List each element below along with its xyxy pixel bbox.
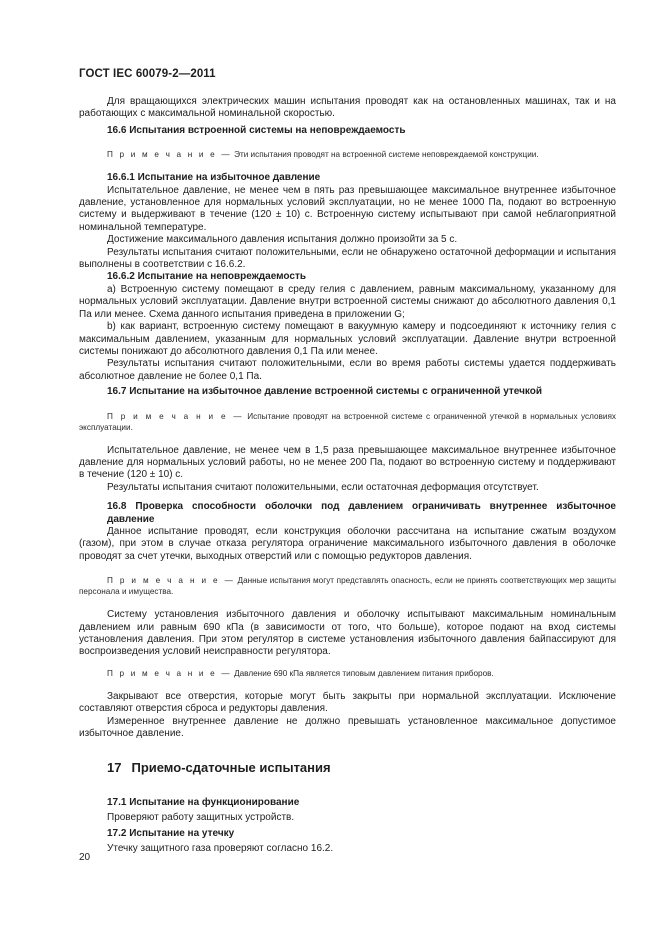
paragraph-16-6-1-c: Результаты испытания считают положительными, если не обнаружено остаточной деформации и испытания выполнены в соответствии с 16.6.2. — [79, 246, 616, 271]
heading-17-2: 17.2 Испытание на утечку — [107, 827, 235, 839]
paragraph-16-7-a: Испытательное давление, не менее чем в 1,5 раза превышающее максимальное внутреннее избыточное давление для нормальных условий работы, но не менее 200 Па, подают во встроенную систему и поддерживают в течение (120 ± 10) с. — [79, 444, 616, 481]
note-text: Испытание проводят на встроенной системе с ограниченной утечкой в нормальных условиях эксплуатации. — [79, 411, 617, 432]
paragraph-16-7-b: Результаты испытания считают положительными, если остаточная деформация отсутствует. — [107, 481, 539, 493]
list-item-a: a) Встроенную систему помещают в среду гелия с давлением, равным максимальному, указанному для нормальных условий эксплуатации. Давление внутри встроенной системы снижают до абсолютного давления 0,1 Па или менее. Схема данного испытания приведена в приложении G; — [79, 283, 616, 320]
paragraph-16-8-b: Систему установления избыточного давления и оболочку испытывают максимальным номинальным давлением или равным 690 кПа (в зависимости от того, что больше), которое подают на вход системы установления давления. При этом регулятор в системе установления избыточного давления байпассируют для воспроизведения условий неисправности регулятора. — [79, 609, 616, 658]
note-16-6 — [79, 149, 616, 160]
note-16-8-b — [79, 668, 616, 679]
list-item-b: b) как вариант, встроенную систему помещают в вакуумную камеру и подсоединяют к источнику гелия с максимальным давлением, указанным для нормальных условий эксплуатации. Давление внутри встроенной системы понижают до абсолютного давления 0,1 Па или менее. — [79, 321, 616, 357]
heading-16-6: 16.6 Испытания встроенной системы на неповреждаемость — [107, 124, 406, 136]
paragraph-16-6-1-a: Испытательное давление, не менее чем в пять раз превышающее максимальное внутреннее избыточное давление, установленное для нормальных условий эксплуатации, но не менее 1000 Па, подают во встроенную систему и выдерживают в течение (120 ± 10) с. Встроенную систему испытывают при самой неблагоприятной номинальной температуре. — [79, 184, 616, 233]
note-label: П р и м е ч а н и е — — [107, 150, 232, 160]
paragraph-17-2: Утечку защитного газа проверяют согласно 16.2. — [107, 843, 334, 855]
paragraph-16-8-d: Измеренное внутреннее давление не должно превышать установленное максимальное допустимое избыточное давление. — [79, 715, 616, 740]
note-label: П р и м е ч а н и е — — [107, 668, 232, 678]
document-body — [79, 96, 616, 855]
note-label: П р и м е ч а н и е — — [107, 411, 244, 421]
note-text: Давление 690 кПа является типовым давлением питания приборов. — [234, 668, 494, 678]
section-number: 17 — [107, 760, 122, 776]
paragraph-16-8-a: Данное испытание проводят, если конструкция оболочки рассчитана на испытание сжатым воздухом (газом), при этом в случае отказа регулятора ограничение максимального избыточного давления в оболочке проводят за счет утечки, выходных отверстий или с помощью редукторов давления. — [79, 525, 616, 562]
paragraph-16-8-c: Закрывают все отверстия, которые могут быть закрыты при нормальной эксплуатации. Исключение составляют отверстия сброса и редукторы давления. — [79, 690, 616, 715]
section-title: Приемо-сдаточные испытания — [131, 760, 331, 776]
heading-16-8: 16.8 Проверка способности оболочки под давлением ограничивать внутреннее избыточное давление — [107, 501, 616, 525]
note-text: Эти испытания проводят на встроенной системе неповреждаемой конструкции. — [234, 150, 539, 160]
note-label: П р и м е ч а н и е — — [107, 576, 235, 586]
heading-section-17 — [79, 762, 616, 774]
heading-16-7: 16.7 Испытание на избыточное давление встроенной системы с ограниченной утечкой — [107, 386, 543, 398]
note-text: Данные испытания могут представлять опасность, если не принять соответствующих мер защиты персонала и имущества. — [79, 576, 616, 597]
document-header: ГОСТ IEC 60079-2—2011 — [79, 68, 216, 80]
paragraph-intro: Для вращающихся электрических машин испытания проводят как на остановленных машинах, так и на работающих с максимальной номинальной скоростью. — [79, 96, 616, 120]
heading-17-1: 17.1 Испытание на функционирование — [107, 796, 300, 808]
heading-16-6-1: 16.6.1 Испытание на избыточное давление — [107, 172, 321, 184]
paragraph-16-6-2-c: Результаты испытания считают положительными, если во время работы системы удается поддерживать абсолютное давление не более 0,1 Па. — [79, 358, 616, 382]
heading-16-6-2: 16.6.2 Испытание на неповреждаемость — [107, 271, 306, 283]
note-16-8-a — [79, 575, 616, 597]
note-16-7 — [79, 411, 616, 433]
paragraph-16-6-1-b: Достижение максимального давления испытания должно произойти за 5 с. — [107, 234, 458, 246]
paragraph-17-1: Проверяют работу защитных устройств. — [107, 812, 295, 824]
page-number: 20 — [79, 852, 91, 863]
